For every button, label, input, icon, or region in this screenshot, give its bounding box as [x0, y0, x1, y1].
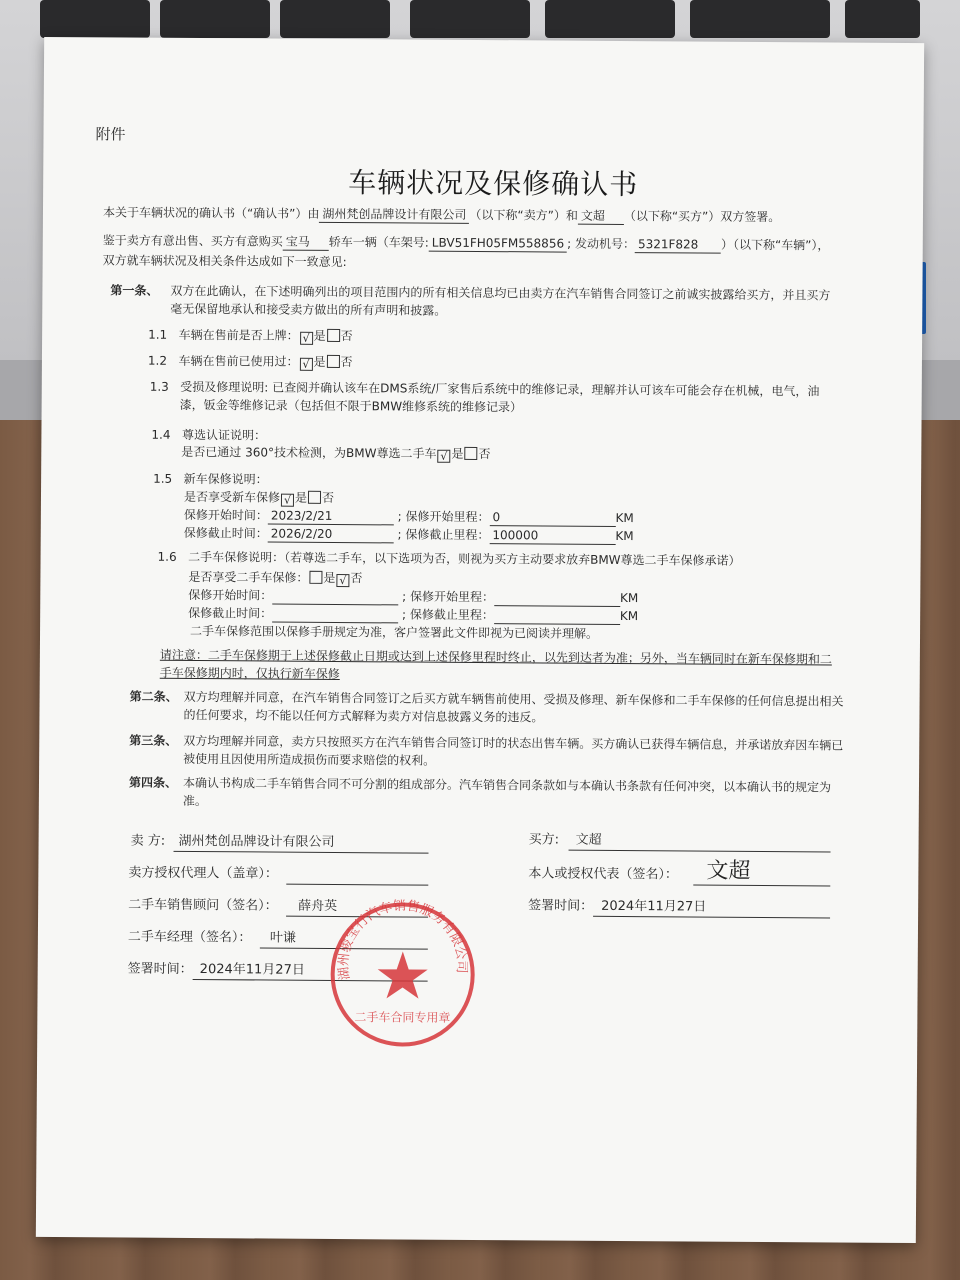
- checkbox: [309, 571, 322, 584]
- article-2-text-2: 的任何要求，均不能以任何方式解释为卖方对信息披露义务的违反。: [183, 707, 544, 725]
- used-warranty-scope: 二手车保修范围以保修手册规定为准，客户签署此文件即视为已阅读并理解。: [190, 623, 599, 641]
- document-page: [36, 37, 924, 1243]
- checkbox: [327, 329, 340, 342]
- used-car-warranty-question: 是否享受二手车保修： 是 √ 否: [188, 569, 363, 588]
- seal-arc-text: 湖州骏宝行汽车销售服务有限公司: [336, 898, 469, 981]
- article-4-label: 第四条、: [128, 775, 178, 790]
- key: [40, 0, 150, 38]
- article-4-text: 本确认书构成二手车销售合同不可分割的组成部分。汽车销售合同条款如与本确认书条款有任何冲突，以本确认书的规定为: [182, 775, 832, 795]
- buyer-date-label: 签署时间：: [528, 898, 594, 914]
- seal-sub-text: 二手车合同专用章: [354, 1010, 451, 1025]
- car-brand-field: 宝马: [283, 235, 329, 251]
- item-1-4-question: 是否已通过 360°技术检测，为BMW尊选二手车 √ 是 否: [181, 444, 491, 463]
- key: [160, 0, 270, 38]
- checkbox: [326, 355, 339, 368]
- intro-line-1: 本关于车辆状况的确认书（“确认书”）由 湖州梵创品牌设计有限公司 （以下称“卖方”）和 文超 （以下称“买方”）双方签署。: [102, 205, 781, 225]
- item-1-5: 1.5 新车保修说明：: [153, 471, 268, 487]
- new-warranty-start: 保修开始时间： 2023/2/21 ; 保修开始里程： 0 KM: [183, 507, 634, 526]
- checkbox: √: [281, 494, 294, 507]
- seller-date: 2024年11月27日: [199, 962, 305, 978]
- key: [845, 0, 920, 38]
- seller-name-field: 湖州梵创品牌设计有限公司: [319, 207, 469, 224]
- article-1-text: 双方在此确认，在下述明确列出的项目范围内的所有相关信息均已由卖方在汽车销售合同签订之前诚实披露给买方，并且买方: [170, 283, 831, 303]
- item-1-6: 1.6 二手车保修说明：（若尊选二手车，以下选项为否，则视为买方主动要求放弃BMW尊选二手车保修承诺）: [157, 549, 741, 568]
- checkbox: [464, 447, 477, 460]
- used-warranty-end: 保修截止时间： ; 保修截止里程： KM: [188, 605, 639, 624]
- key: [545, 0, 675, 38]
- article-3-label: 第三条、: [129, 733, 178, 748]
- sales-advisor-name: 薛舟英: [298, 898, 338, 915]
- article-1-text-2: 毫无保留地承认和接受卖方做出的所有声明和披露。: [170, 301, 447, 318]
- underline: [569, 850, 831, 853]
- seller-agent-label: 卖方授权代理人（盖章）：: [128, 865, 278, 882]
- article-4-text-2: 准。: [182, 793, 207, 809]
- seller-name: 湖州梵创品牌设计有限公司: [178, 833, 335, 850]
- company-seal-stamp: [327, 899, 478, 1050]
- checkbox: √: [437, 450, 450, 463]
- manager-name: 叶谦: [269, 930, 296, 946]
- underline: [286, 884, 428, 886]
- seller-date-label: 签署时间：: [127, 961, 193, 978]
- article-3-text: 双方均理解并同意，卖方只按照买方在汽车销售合同签订时的状态出售车辆。买方确认已获得车辆信息，并承诺放弃因车辆已: [183, 733, 844, 753]
- underline: [593, 916, 830, 919]
- key: [280, 0, 390, 38]
- item-1-1: 1.1 车辆在售前是否上牌： √ 是 否: [148, 327, 353, 345]
- buyer-name: 文超: [575, 832, 602, 848]
- new-car-warranty-question: 是否享受新车保修 √ 是 否: [183, 489, 335, 507]
- buyer-rep-label: 本人或授权代表（签名）：: [528, 866, 678, 883]
- sales-advisor-label: 二手车销售顾问（签名）：: [128, 897, 278, 914]
- seller-label: 卖 方:: [130, 833, 166, 849]
- intro-line-2: 鉴于卖方有意出售、买方有意购买 宝马 轿车一辆（车架号: LBV51FH05FM558856 ; 发动机号： 5321F828 ）（以下称“车辆”），: [102, 233, 830, 253]
- checkbox: [308, 491, 321, 504]
- new-warranty-end: 保修截止时间： 2026/2/20 ; 保修截止里程： 100000 KM: [183, 525, 634, 544]
- intro-line-3: 双方就车辆状况及相关条件达成如下一致意见:: [102, 253, 347, 270]
- checkbox: √: [336, 574, 349, 587]
- buyer-date: 2024年11月27日: [601, 898, 707, 915]
- buyer-label: 买方:: [528, 832, 560, 848]
- item-1-3: 1.3 受损及修理说明: 已查阅并确认该车在DMS系统/厂家售后系统中的维修记录，理解并认可该车可能会存在机械，电气，油: [149, 379, 820, 399]
- key: [410, 0, 530, 38]
- item-1-2: 1.2 车辆在售前已使用过： √ 是 否: [147, 353, 353, 371]
- document-title: 车辆状况及保修确认书: [348, 166, 639, 202]
- annex-label: 附件: [95, 125, 126, 144]
- manager-label: 二手车经理（签名）：: [127, 929, 252, 946]
- item-1-3-cont: 漆，钣金等维修记录（包括但不限于BMW维修系统的维修记录）: [179, 397, 523, 415]
- seal-star-icon: [377, 951, 427, 998]
- key: [690, 0, 830, 38]
- buyer-handwritten-signature: 文超: [706, 858, 751, 884]
- checkbox: √: [300, 332, 313, 345]
- checkbox: √: [299, 358, 312, 371]
- article-2-label: 第二条、: [129, 689, 178, 704]
- note-line-2: 手车保修期内时，仅执行新车保修: [159, 665, 340, 682]
- engine-number-field: 5321F828: [635, 237, 721, 254]
- underline: [693, 884, 830, 886]
- used-warranty-start: 保修开始时间： ; 保修开始里程： KM: [188, 587, 639, 606]
- buyer-name-field: 文超: [578, 209, 624, 225]
- item-1-4: 1.4 尊选认证说明：: [151, 427, 267, 443]
- article-1-label: 第一条、: [110, 283, 159, 298]
- note-line-1: 请注意：二手车保修期于上述保修截止日期或达到上述保修里程时终止，以先到达者为准；另外，当车辆同时在新车保修期和二: [159, 647, 832, 667]
- article-3-text-2: 被使用且因使用所造成损伤而要求赔偿的权利。: [183, 751, 436, 768]
- vin-field: LBV51FH05FM558856: [429, 236, 567, 253]
- article-2-text: 双方均理解并同意，在汽车销售合同签订之后买方就车辆售前使用、受损及修理、新车保修和二手车保修的任何信息提出相关: [183, 689, 844, 709]
- underline: [174, 851, 429, 854]
